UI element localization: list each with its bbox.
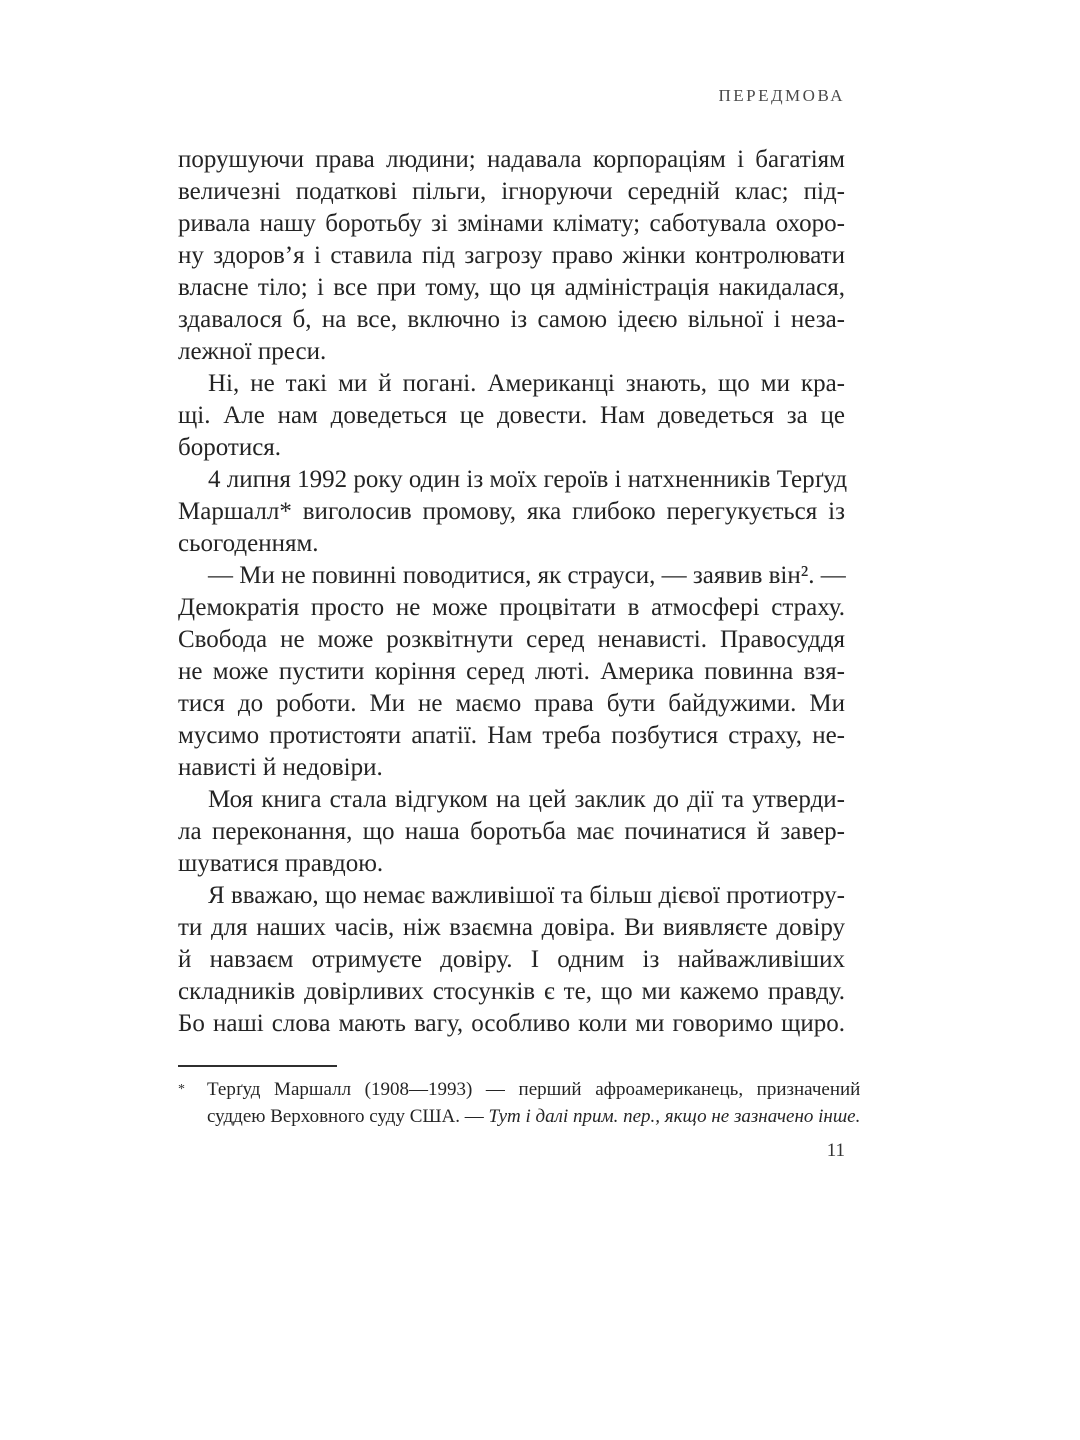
footnote-line-normal: суддею Верховного суду США. — xyxy=(207,1106,489,1127)
body-line: тися до роботи. Ми не маємо права бути байдужими. Ми xyxy=(178,690,845,717)
paragraph xyxy=(178,880,845,1040)
paragraph xyxy=(178,368,845,464)
body-line: ривала нашу боротьбу зі змінами клімату; саботувала охоро- xyxy=(178,210,845,237)
body-line: боротися. xyxy=(178,434,282,461)
footnote-line-italic: Тут і далі прим. пер., якщо не зазначено інше. xyxy=(488,1106,861,1127)
body-line: 4 липня 1992 року один із моїх героїв і натхненників Терґуд xyxy=(208,466,848,493)
footnote-divider xyxy=(178,1065,337,1067)
body-line: ла переконання, що наша боротьба має починатися й завер- xyxy=(178,818,845,845)
footnote-line-normal: Терґуд Маршалл (1908—1993) — перший афроамериканець, призначений xyxy=(207,1079,861,1100)
body-line: не може пустити коріння серед люті. Америка повинна взя- xyxy=(178,658,845,685)
body-line: Моя книга стала відгуком на цей заклик до дії та утверди- xyxy=(208,786,845,813)
body-line: нависті й недовіри. xyxy=(178,754,383,781)
body-line: Ні, не такі ми й погані. Американці знають, що ми кра- xyxy=(208,370,845,397)
body-line: Я вважаю, що немає важливішої та більш дієвої протиотру- xyxy=(208,882,845,909)
body-line: ну здоров’я і ставила під загрозу право жінки контролювати xyxy=(178,242,845,269)
footnote-line xyxy=(207,1076,860,1103)
body-line: щі. Але нам доведеться це довести. Нам доведеться за це xyxy=(178,402,845,429)
body-text xyxy=(178,144,848,1040)
paragraph xyxy=(178,784,845,880)
paragraph xyxy=(178,560,845,784)
body-line: Свобода не може розквітнути серед ненависті. Правосуддя xyxy=(178,626,845,653)
body-line: й навзаєм отримуєте довіру. І одним із найважливіших xyxy=(178,946,845,973)
footnote-marker: * xyxy=(178,1082,185,1097)
paragraph xyxy=(178,464,848,560)
running-header: ПЕРЕДМОВА xyxy=(718,86,845,105)
body-line: здавалося б, на все, включно із самою ідеєю вільної і неза- xyxy=(178,306,845,333)
footnote xyxy=(178,1076,861,1130)
body-line: ти для наших часів, ніж взаємна довіра. Ви виявляєте довіру xyxy=(178,914,845,941)
paragraph xyxy=(178,144,845,368)
body-line: — Ми не повинні поводитися, як страуси, — заявив він². — xyxy=(208,562,846,589)
body-line: величезні податкові пільги, ігноруючи середній клас; під- xyxy=(178,178,845,205)
body-line: шуватися правдою. xyxy=(178,850,384,877)
footnote-text xyxy=(207,1076,860,1130)
body-line: мусимо протистояти апатії. Нам треба позбутися страху, не- xyxy=(178,722,845,749)
body-line: порушуючи права людини; надавала корпораціям і багатіям xyxy=(178,146,845,173)
body-line: складників довірливих стосунків є те, що ми кажемо правду. xyxy=(178,978,845,1005)
body-line: Демократія просто не може процвітати в атмосфері страху. xyxy=(178,594,845,621)
body-line: власне тіло; і все при тому, що ця адміністрація накидалася, xyxy=(178,274,845,301)
body-line: лежної преси. xyxy=(178,338,327,365)
footnote-line xyxy=(207,1103,860,1130)
body-line: Бо наші слова мають вагу, особливо коли ми говоримо щиро. xyxy=(178,1010,845,1037)
page-number: 11 xyxy=(826,1140,845,1161)
body-line: Маршалл* виголосив промову, яка глибоко перегукується із xyxy=(178,498,845,525)
body-line: сьогоденням. xyxy=(178,530,319,557)
